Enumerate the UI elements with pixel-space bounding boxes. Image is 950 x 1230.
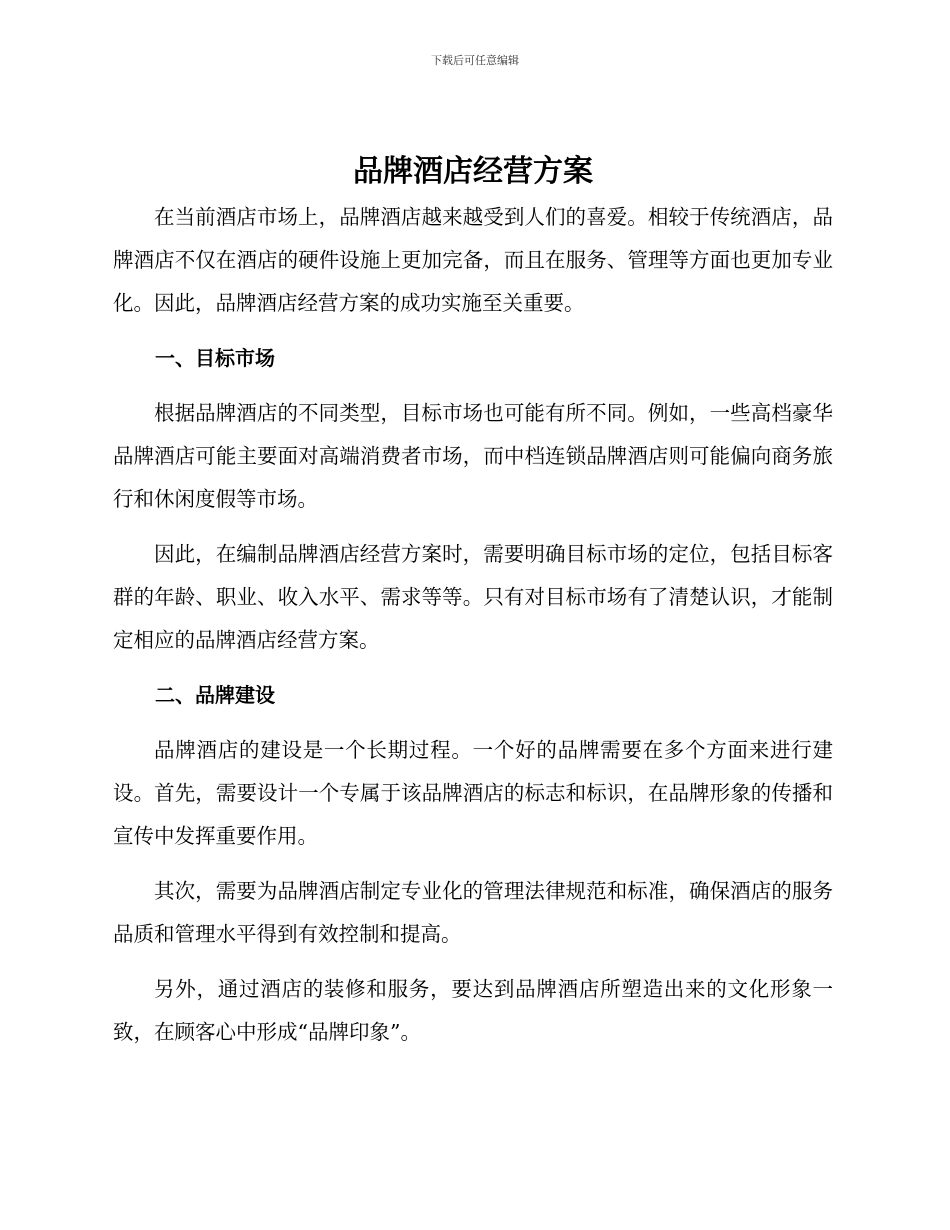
brand-building-paragraph-3: 另外，通过酒店的装修和服务，要达到品牌酒店所塑造出来的文化形象一致，在顾客心中形成“品牌印象”。 (113, 977, 833, 1044)
section-heading-target-market: 一、目标市场 (155, 346, 275, 370)
document-title: 品牌酒店经营方案 (353, 154, 593, 189)
target-market-paragraph-1: 根据品牌酒店的不同类型，目标市场也可能有所不同。例如，一些高档豪华品牌酒店可能主要面对高端消费者市场，而中档连锁品牌酒店则可能偏向商务旅行和休闲度假等市场。 (113, 401, 833, 511)
target-market-paragraph-2: 因此，在编制品牌酒店经营方案时，需要明确目标市场的定位，包括目标客群的年龄、职业、收入水平、需求等等。只有对目标市场有了清楚认识，才能制定相应的品牌酒店经营方案。 (113, 542, 833, 652)
brand-building-paragraph-1: 品牌酒店的建设是一个长期过程。一个好的品牌需要在多个方面来进行建设。首先，需要设计一个专属于该品牌酒店的标志和标识，在品牌形象的传播和宣传中发挥重要作用。 (113, 738, 833, 848)
section-heading-brand-building: 二、品牌建设 (155, 683, 275, 707)
document-body (113, 150, 833, 1054)
brand-building-paragraph-2: 其次，需要为品牌酒店制定专业化的管理法律规范和标准，确保酒店的服务品质和管理水平得到有效控制和提高。 (113, 879, 833, 946)
intro-paragraph: 在当前酒店市场上，品牌酒店越来越受到人们的喜爱。相较于传统酒店，品牌酒店不仅在酒店的硬件设施上更加完备，而且在服务、管理等方面也更加专业化。因此，品牌酒店经营方案的成功实施至关重要。 (113, 205, 833, 315)
header-note: 下载后可任意编辑 (431, 54, 519, 67)
